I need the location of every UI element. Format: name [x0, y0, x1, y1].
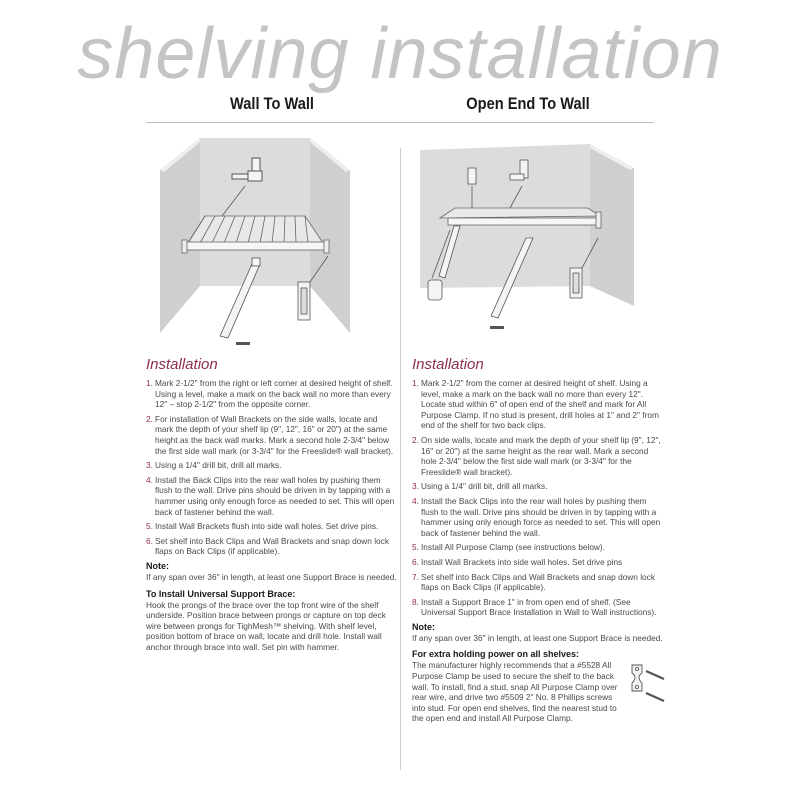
clamp-and-screws-icon: [628, 663, 668, 707]
step-number: 4.: [412, 495, 419, 506]
installation-steps: [146, 378, 398, 557]
header-divider: [146, 122, 654, 123]
wall-to-wall-shelf-diagram: [160, 138, 390, 348]
step-text: Install a Support Brace 1" in from open end of shelf. (See Universal Support Brace Installation in Wall to Wall instructions).: [421, 596, 657, 618]
step-number: 4.: [146, 474, 153, 485]
step-item: [412, 496, 664, 538]
open-end-to-wall-shelf-diagram: [420, 138, 650, 348]
page-title: shelving installation: [77, 14, 723, 94]
step-text: Install the Back Clips into the rear wall holes by pushing them flush to the wall. Drive pins should be driven in by tapping with a hammer using only enough force as needed to set. This will open back of fastener behind the wall.: [155, 474, 395, 517]
step-item: [146, 536, 398, 557]
step-text: Using a 1/4" drill bit, drill all marks.: [421, 481, 548, 492]
support-brace-heading: To Install Universal Support Brace:: [146, 588, 296, 599]
step-text: Install All Purpose Clamp (see instructions below).: [421, 542, 605, 553]
step-item: [146, 521, 398, 532]
step-item: [412, 435, 664, 477]
support-brace-text: Hook the prongs of the brace over the top front wire of the shelf underside. Position brace between prongs or capture on top deck wire between prongs for TighMesh™ shelving. With shelf level, position bottom of brace on wall, locate and drill hole. Install wall anchor through brace into wall. Set pin with hammer.: [146, 599, 386, 652]
step-text: Set shelf into Back Clips and Wall Brackets and snap down lock flaps on Back Clips (if applicable).: [155, 535, 389, 557]
step-number: 7.: [412, 571, 419, 582]
wall-to-wall-heading: Wall To Wall: [230, 94, 314, 113]
step-text: Mark 2-1/2" from the corner at desired height of shelf. Using a level, make a mark on the back wall no more than every 12". Locate stud within 6" of open end of the shelf and mark for All Purpose Clamp. If no stud is present, drill holes at 1" and 2" from end of the shelf for two back clips.: [421, 378, 659, 431]
step-item: [412, 481, 664, 492]
note-heading: Note:: [412, 621, 435, 632]
step-number: 2.: [412, 434, 419, 445]
wall-to-wall-instructions: [146, 356, 398, 652]
step-item: [412, 542, 664, 553]
step-item: [412, 597, 664, 618]
step-text: For installation of Wall Brackets on the side walls, locate and mark the depth of your shelf lip (9", 12", 16" or 20") at the same height as the back wall marks. Mark a second hole 2-3/4" below the first side wall mark (or 3-3/4" for the Freeslide® wall bracket).: [155, 413, 394, 456]
extra-holding-text: The manufacturer highly recommends that a #5528 All Purpose Clamp be used to secure the shelf to the back wall. To install, find a stud, snap All Purpose Clamp over rear wire, and drive two #5509 2" No. 8 Phillips screws into stud. For open end shelves, find the nearest stud to the open end and install All Purpose Clamp.: [412, 660, 618, 724]
open-end-instructions: [412, 356, 664, 724]
step-text: Using a 1/4" drill bit, drill all marks.: [155, 460, 282, 471]
extra-holding-section: [412, 649, 664, 724]
installation-heading: Installation: [412, 356, 484, 373]
step-number: 6.: [412, 556, 419, 567]
step-item: [146, 475, 398, 517]
step-number: 3.: [412, 481, 419, 492]
step-number: 6.: [146, 535, 153, 546]
step-text: Install Wall Brackets into side wall holes. Set drive pins: [421, 556, 623, 567]
step-item: [146, 378, 398, 410]
note-heading: Note:: [146, 560, 169, 571]
step-number: 1.: [146, 378, 153, 388]
step-number: 5.: [146, 521, 153, 532]
extra-holding-heading: For extra holding power on all shelves:: [412, 649, 580, 660]
installation-heading: Installation: [146, 356, 218, 373]
step-item: [146, 414, 398, 456]
step-text: Mark 2-1/2" from the right or left corner at desired height of shelf. Using a level, make a mark on the back wall no more than every 12" – stop 2-1/2" from the opposite corner.: [155, 378, 393, 410]
step-number: 2.: [146, 413, 153, 424]
step-number: 1.: [412, 378, 419, 388]
step-number: 3.: [146, 460, 153, 471]
step-item: [146, 460, 398, 471]
note-text: If any span over 36" in length, at least one Support Brace is needed.: [412, 632, 663, 643]
step-text: Install the Back Clips into the rear wall holes by pushing them flush to the wall. Drive pins should be driven in by tapping with a hammer using only enough force as needed to set. This will open back of fastener behind the wall.: [421, 495, 661, 538]
installation-steps: [412, 378, 664, 618]
step-text: Set shelf into Back Clips and Wall Brackets and snap down lock flaps on Back Clips (if applicable).: [421, 571, 655, 593]
step-item: [412, 378, 664, 431]
step-item: [412, 572, 664, 593]
step-text: On side walls, locate and mark the depth of your shelf lip (9", 12", 16" or 20") at the same height as the rear wall. Mark a second hole 2-3/4" below the first side wall mark (or 3-3/4" for the Freeslide® wall bracket).: [421, 434, 661, 477]
step-text: Install Wall Brackets flush into side wall holes. Set drive pins.: [155, 521, 379, 532]
open-end-to-wall-heading: Open End To Wall: [466, 94, 590, 113]
step-item: [412, 557, 664, 568]
step-number: 8.: [412, 596, 419, 607]
column-divider: [400, 148, 401, 770]
note-text: If any span over 36" in length, at least one Support Brace is needed.: [146, 571, 397, 582]
step-number: 5.: [412, 542, 419, 553]
